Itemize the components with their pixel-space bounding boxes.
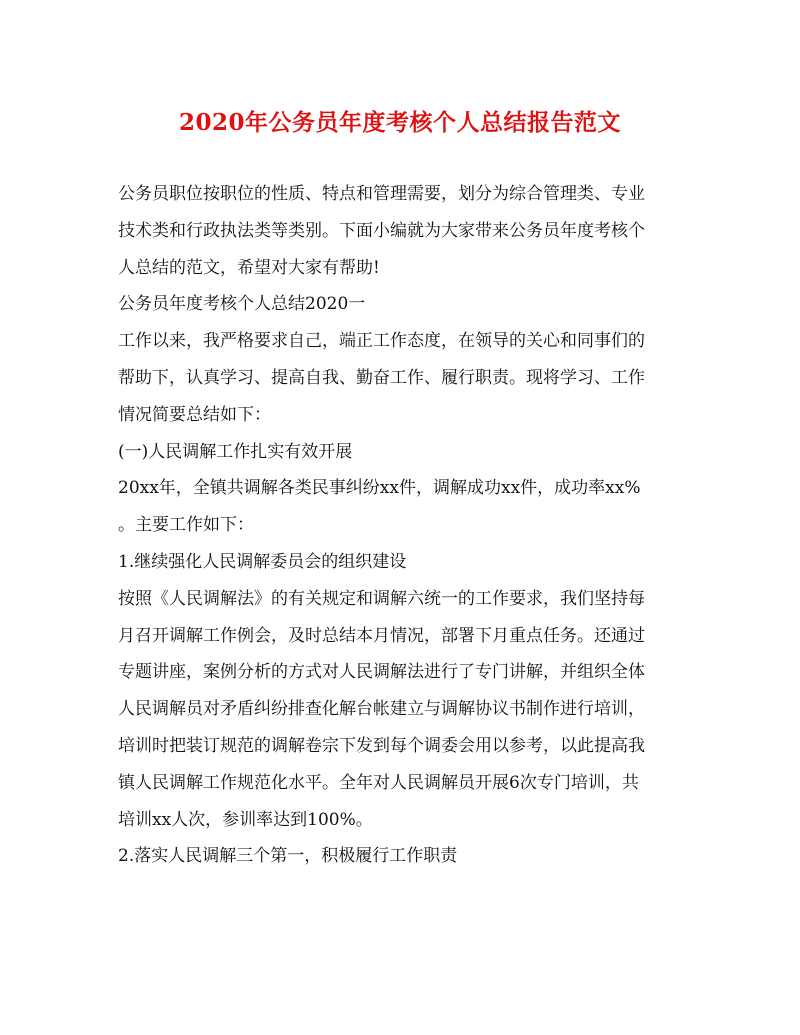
document-title: 2020年公务员年度考核个人总结报告范文 — [178, 109, 621, 136]
paragraph-line: 培训xx人次，参训率达到100%。 — [118, 809, 373, 830]
paragraph-line: 20xx年，全镇共调解各类民事纠纷xx件，调解成功xx件，成功率xx% — [118, 478, 641, 499]
paragraph-line: 人民调解员对矛盾纠纷排查化解台帐建立与调解协议书制作进行培训， — [118, 699, 645, 720]
paragraph-line: 专题讲座，案例分析的方式对人民调解法进行了专门讲解，并组织全体 — [118, 662, 645, 683]
document-body — [118, 176, 684, 875]
paragraph-line: 按照《人民调解法》的有关规定和调解六统一的工作要求，我们坚持每 — [118, 588, 645, 609]
paragraph-line: 。主要工作如下： — [118, 515, 254, 536]
item-heading: 2.落实人民调解三个第一，积极履行工作职责 — [118, 846, 458, 867]
paragraph-line: 镇人民调解工作规范化水平。全年对人民调解员开展6次专门培训，共 — [118, 772, 639, 793]
paragraph-line: 工作以来，我严格要求自己，端正工作态度，在领导的关心和同事们的 — [118, 331, 645, 352]
paragraph-line: 情况简要总结如下： — [118, 404, 271, 425]
section-heading: 公务员年度考核个人总结2020一 — [118, 294, 366, 315]
subsection-heading: (一)人民调解工作扎实有效开展 — [118, 441, 353, 462]
paragraph-line: 月召开调解工作例会，及时总结本月情况，部署下月重点任务。还通过 — [118, 625, 645, 646]
paragraph-line: 帮助下，认真学习、提高自我、勤奋工作、履行职责。现将学习、工作 — [118, 367, 645, 388]
intro-line-2: 技术类和行政执法类等类别。下面小编就为大家带来公务员年度考核个 — [118, 220, 645, 241]
intro-line-3: 人总结的范文，希望对大家有帮助! — [118, 257, 380, 278]
item-heading: 1.继续强化人民调解委员会的组织建设 — [118, 551, 407, 572]
intro-line-1: 公务员职位按职位的性质、特点和管理需要，划分为综合管理类、专业 — [118, 184, 645, 204]
paragraph-line: 培训时把装订规范的调解卷宗下发到每个调委会用以参考，以此提高我 — [118, 735, 645, 756]
